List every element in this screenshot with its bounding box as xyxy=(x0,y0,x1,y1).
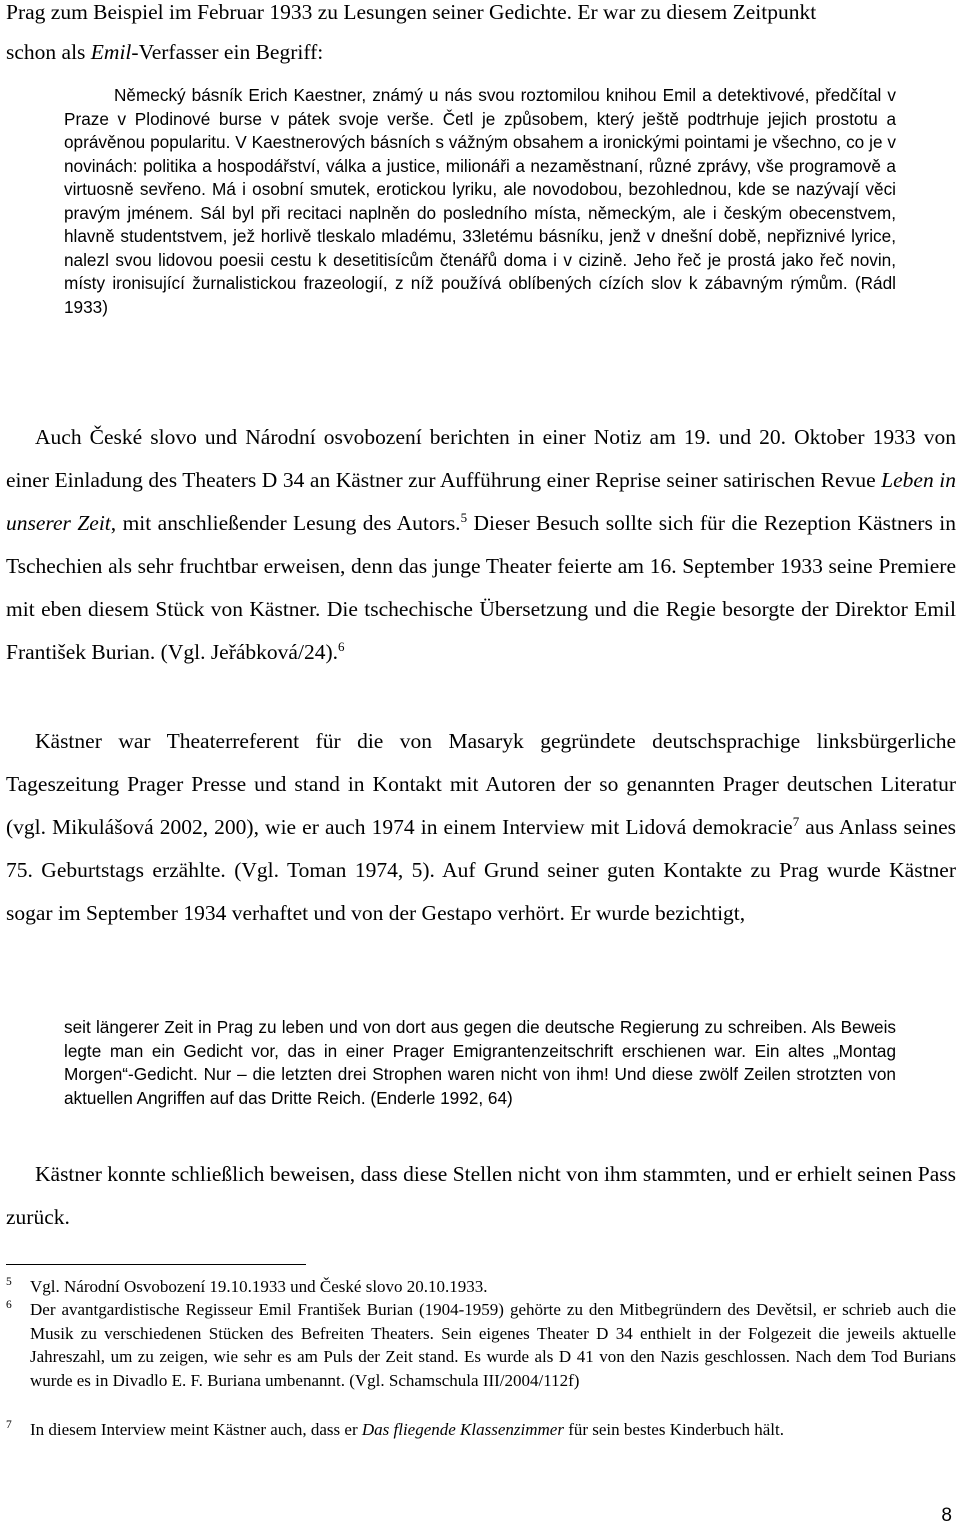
block-quote-czech: Německý básník Erich Kaestner, známý u nás svou roztomilou knihou Emil a detektivové, předčítal v Praze v Plodinové burse v pátek svoje verše. Četl je způsobem, který ještě podtrhuje jejich prostotu a oprávěnou popularitu. V Kaestnerových básních s vážným obsahem a ironickými pointami je všechno, co je v novinách: politika a hospodářství, válka a justice, milionáři a nezaměstnaní, různé zprávy, vše programově a virtuosně sevřeno. Má i osobní smutek, erotickou lyriku, ale novodobou, bezohlednou, kde se nazývají věci pravým jménem. Sál byl při recitaci naplněn do posledního místa, německým, ale i českým obecenstvem, hlavně studentstvem, jež horlivě tleskalo mladému, 33letému básníku, jenž v dnešní době, nepřiznivé lyrice, nalezl svou lidovou poesii cestu k desetitisícům čtenářů doma i v cizině. Jeho řeč je prostá jako řeč novin, místy ironisující žurnalistickou frazeologií, z níž používá oblíbených cízích slov k zábavným rýmům. (Rádl 1933) xyxy=(64,85,896,317)
footnote-7-number: 7 xyxy=(6,1419,12,1431)
page-number: 8 xyxy=(941,1505,952,1526)
paragraph-3-text-b: aus Anlass seines 75. Geburtstags erzählte. (Vgl. Toman 1974, 5). Auf Grund seiner guten Kontakte zu Prag wurde Kästner sogar im September 1934 verhaftet und von der Gestapo verhört. Er wurde bezichtigt, xyxy=(6,815,957,925)
paragraph-theater-d34 xyxy=(6,416,956,674)
paragraph-pass-returned: Kästner konnte schließlich beweisen, dass diese Stellen nicht von ihm stammten, und er erhielt seinen Pass zurück. xyxy=(6,1162,956,1229)
footnote-7-text-b: für sein bestes Kinderbuch hält. xyxy=(563,1420,784,1439)
paragraph-3-text-a: Kästner war Theaterreferent für die von Masaryk gegründete deutschsprachige linksbürgerliche Tageszeitung Prager Presse und stand in Kontakt mit Autoren der so genannten Prager deutschen Literatur (vgl. Mikulášová 2002, 200), wie er auch 1974 in einem Interview mit Lidová demokracie xyxy=(6,729,956,839)
block-quote-enderle: seit längerer Zeit in Prag zu leben und von dort aus gegen die deutsche Regierung zu schreiben. Als Beweis legte man ein Gedicht vor, das in einer Prager Emigrantenzeitschrift erschienen war. Ein altes „Montag Morgen“-Gedicht. Nur – die letzten drei Strophen waren nicht von ihm! Und diese zwölf Zeilen strotzten von aktuellen Angriffen auf das Dritte Reich. (Enderle 1992, 64) xyxy=(64,1017,896,1108)
intro-emil-title: Emil xyxy=(90,40,132,64)
paragraph-2-text-b: , mit anschließender Lesung des Autors. xyxy=(110,511,461,535)
footnote-5-text: Vgl. Národní Osvobození 19.10.1933 und České slovo 20.10.1933. xyxy=(30,1277,488,1296)
book-title: Das fliegende Klassenzimmer xyxy=(361,1420,564,1439)
revue-title: Leben in unserer Zeit xyxy=(6,468,956,535)
footnote-5 xyxy=(6,1275,956,1299)
footnote-ref-5[interactable]: 5 xyxy=(460,509,468,525)
intro-line-1: Prag zum Beispiel im Februar 1933 zu Lesungen seiner Gedichte. Er war zu diesem Zeitpunkt xyxy=(6,0,817,24)
footnote-6-text: Der avantgardistische Regisseur Emil František Burian (1904-1959) gehörte zu den Mitbegründern des Devětsil, er schrieb auch die Musik zu verschiedenen Stücken des Befreiten Theaters. Sein eigenes Theater D 34 enthielt in der Folgezeit die jeweils aktuelle Jahreszahl, um zu zeigen, wie sehr es am Puls der Zeit stand. Es wurde als D 41 von den Nazis geschlossen. Nach dem Tod Burians wurde es in Divadlo E. F. Buriana umbenannt. (Vgl. Schamschula III/2004/112f) xyxy=(30,1300,956,1390)
paragraph-2-text-c: Dieser Besuch sollte sich für die Rezeption Kästners in Tschechien als sehr fruchtbar erweisen, denn das junge Theater feierte am 16. September 1933 seine Premiere mit eben diesem Stück von Kästner. Die tschechische Übersetzung und die Regie besorgte der Direktor Emil František Burian. (Vgl. Jeřábková/24). xyxy=(6,511,956,664)
footnote-7-text xyxy=(30,1418,956,1442)
footnote-7-text-a: In diesem Interview meint Kästner auch, dass er xyxy=(30,1420,362,1439)
intro-line-2-end: -Verfasser ein Begriff: xyxy=(131,40,324,64)
footnote-separator xyxy=(6,1264,306,1265)
footnote-ref-6[interactable]: 6 xyxy=(337,638,345,654)
footnote-6-number: 6 xyxy=(6,1299,12,1311)
intro-paragraph xyxy=(6,0,956,72)
footnote-ref-7[interactable]: 7 xyxy=(792,813,800,829)
paragraph-2-text-a: Auch České slovo und Národní osvobození berichten in einer Notiz am 19. und 20. Oktober 1933 von einer Einladung des Theaters D 34 an Kästner zur Aufführung einer Reprise seiner satirischen Revue xyxy=(6,425,956,492)
footnote-7 xyxy=(6,1418,956,1442)
paragraph-prager-presse xyxy=(6,720,956,935)
intro-line-2-start: schon als xyxy=(6,40,91,64)
footnote-6 xyxy=(6,1298,956,1392)
footnote-5-number: 5 xyxy=(6,1276,12,1288)
